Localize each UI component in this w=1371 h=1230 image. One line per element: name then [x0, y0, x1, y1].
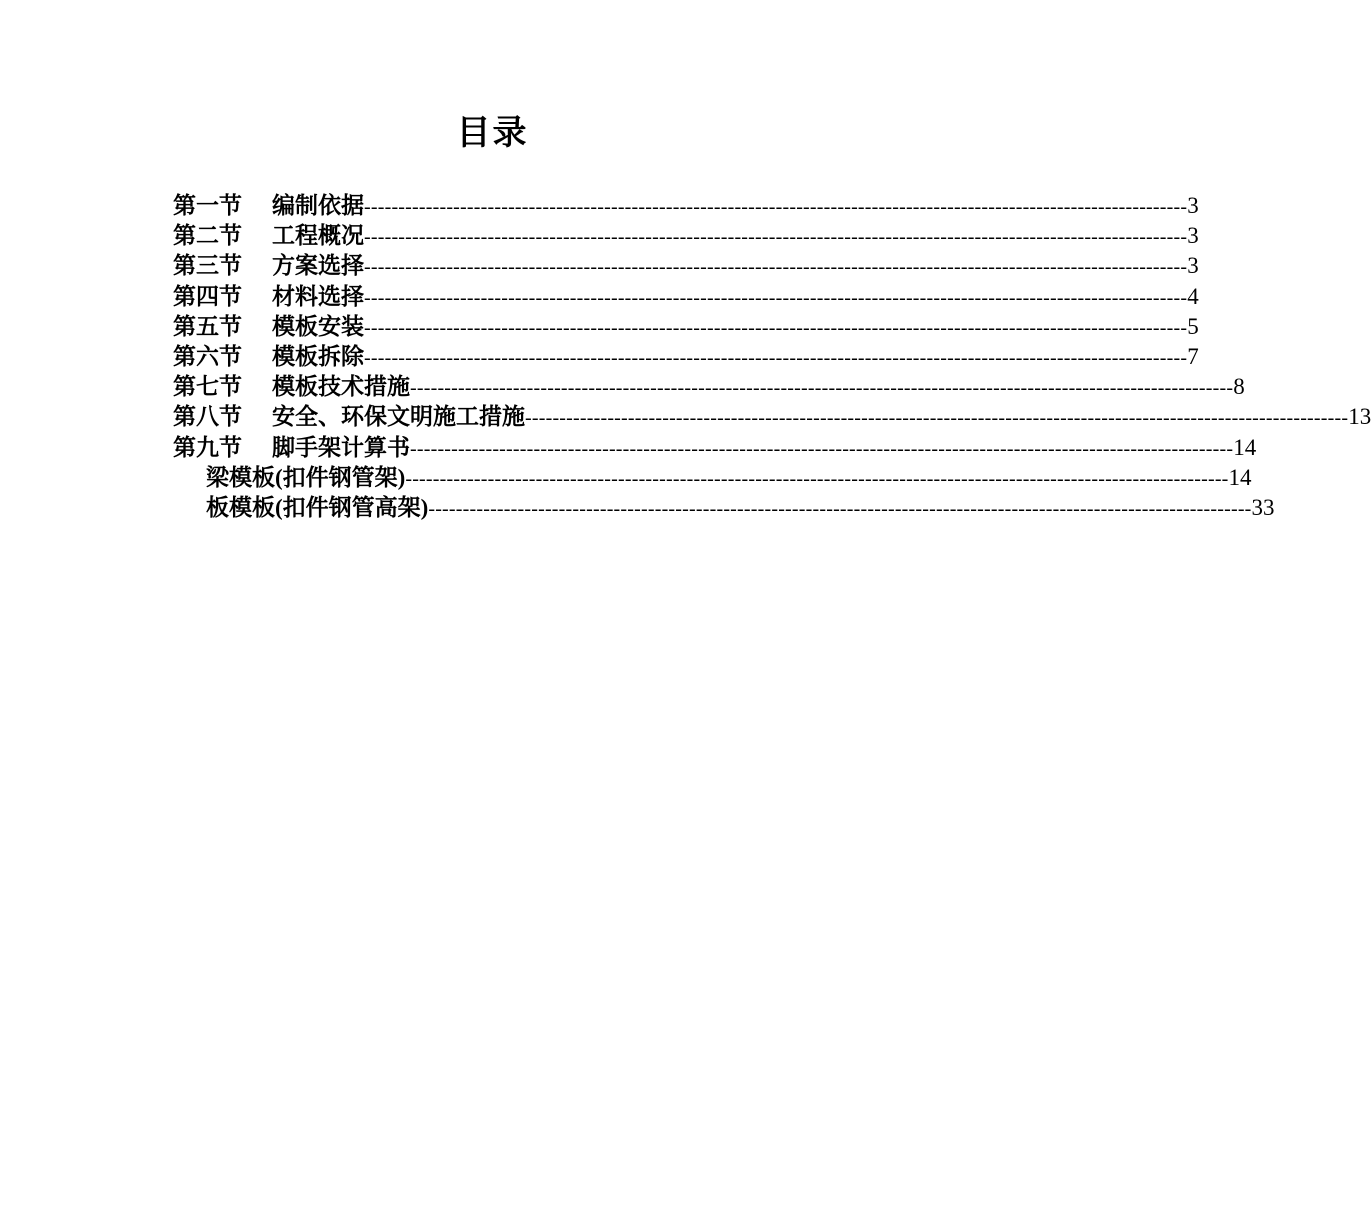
toc-section-number: 第六节 [173, 343, 242, 369]
toc-page-number: 8 [1233, 374, 1245, 400]
toc-section-number: 第二节 [173, 223, 242, 249]
toc-entry-title: 安全、环保文明施工措施 [272, 404, 525, 430]
toc-entry-label [173, 433, 410, 463]
toc-entry[interactable] [173, 402, 1371, 432]
toc-entry-title: 编制依据 [272, 193, 364, 218]
toc-page-number: 14 [1228, 464, 1252, 490]
toc-entry-title: 方案选择 [272, 253, 364, 279]
toc-entry[interactable] [173, 251, 1199, 281]
toc-entry-title: 工程概况 [272, 223, 364, 249]
toc-page-number: 14 [1233, 434, 1257, 460]
toc-page-number: 33 [1251, 494, 1275, 520]
toc-subentry[interactable] [173, 463, 1252, 493]
toc-section-number: 第九节 [173, 434, 242, 460]
toc-leader: ------------------------------------------------------------------------------------------------------------------------ [428, 497, 1252, 520]
toc-title: 目录 [456, 115, 529, 152]
toc-section-number: 第三节 [173, 253, 242, 279]
toc-entry[interactable] [173, 372, 1245, 402]
toc-entry-title: 脚手架计算书 [272, 434, 410, 460]
toc-section-number: 第一节 [173, 193, 242, 218]
toc-entry-title: 模板拆除 [272, 343, 364, 369]
toc-leader: ------------------------------------------------------------------------------------------------------------------------ [525, 407, 1349, 430]
toc-entry-title: 板模板(扣件钢管高架) [206, 494, 429, 520]
toc-entry-label [173, 372, 410, 402]
toc-entry-label [206, 493, 428, 523]
toc-section-number: 第四节 [173, 283, 242, 309]
table-of-contents [173, 191, 1371, 523]
toc-leader: ------------------------------------------------------------------------------------------------------------------------ [364, 346, 1188, 369]
toc-entry-label [173, 312, 364, 342]
toc-page-number: 3 [1187, 193, 1199, 218]
toc-entry-title: 梁模板(扣件钢管架) [206, 464, 406, 490]
toc-entry-label [173, 251, 364, 281]
toc-leader: ------------------------------------------------------------------------------------------------------------------------ [405, 467, 1229, 490]
toc-entry-label [173, 342, 364, 372]
toc-entry-label [173, 221, 364, 251]
toc-entry-label [173, 402, 525, 432]
toc-entry[interactable] [173, 282, 1199, 312]
toc-entry[interactable] [173, 433, 1257, 463]
toc-entry-label [173, 191, 364, 221]
toc-entry-title: 模板技术措施 [272, 374, 410, 400]
toc-leader: ------------------------------------------------------------------------------------------------------------------------ [364, 286, 1188, 309]
toc-leader: ------------------------------------------------------------------------------------------------------------------------ [364, 196, 1188, 218]
toc-entry[interactable] [173, 221, 1199, 251]
toc-subentry[interactable] [173, 493, 1275, 523]
toc-leader: ------------------------------------------------------------------------------------------------------------------------ [410, 377, 1234, 400]
toc-leader: ------------------------------------------------------------------------------------------------------------------------ [364, 226, 1188, 249]
toc-page-number: 3 [1187, 253, 1199, 279]
toc-page-number: 5 [1187, 313, 1199, 339]
toc-entry[interactable] [173, 191, 1199, 221]
toc-page-number: 13 [1348, 404, 1371, 430]
toc-entry-title: 材料选择 [272, 283, 364, 309]
toc-page-number: 3 [1187, 223, 1199, 249]
toc-entry[interactable] [173, 312, 1199, 342]
toc-entry-title: 模板安装 [272, 313, 364, 339]
toc-leader: ------------------------------------------------------------------------------------------------------------------------ [364, 256, 1188, 279]
toc-page-number: 4 [1187, 283, 1199, 309]
toc-page-number: 7 [1187, 343, 1199, 369]
toc-entry-label [173, 282, 364, 312]
toc-section-number: 第五节 [173, 313, 242, 339]
toc-section-number: 第七节 [173, 374, 242, 400]
toc-leader: ------------------------------------------------------------------------------------------------------------------------ [364, 316, 1188, 339]
toc-section-number: 第八节 [173, 404, 242, 430]
toc-entry-label [206, 463, 405, 493]
toc-leader: ------------------------------------------------------------------------------------------------------------------------ [410, 437, 1234, 460]
toc-entry[interactable] [173, 342, 1199, 372]
